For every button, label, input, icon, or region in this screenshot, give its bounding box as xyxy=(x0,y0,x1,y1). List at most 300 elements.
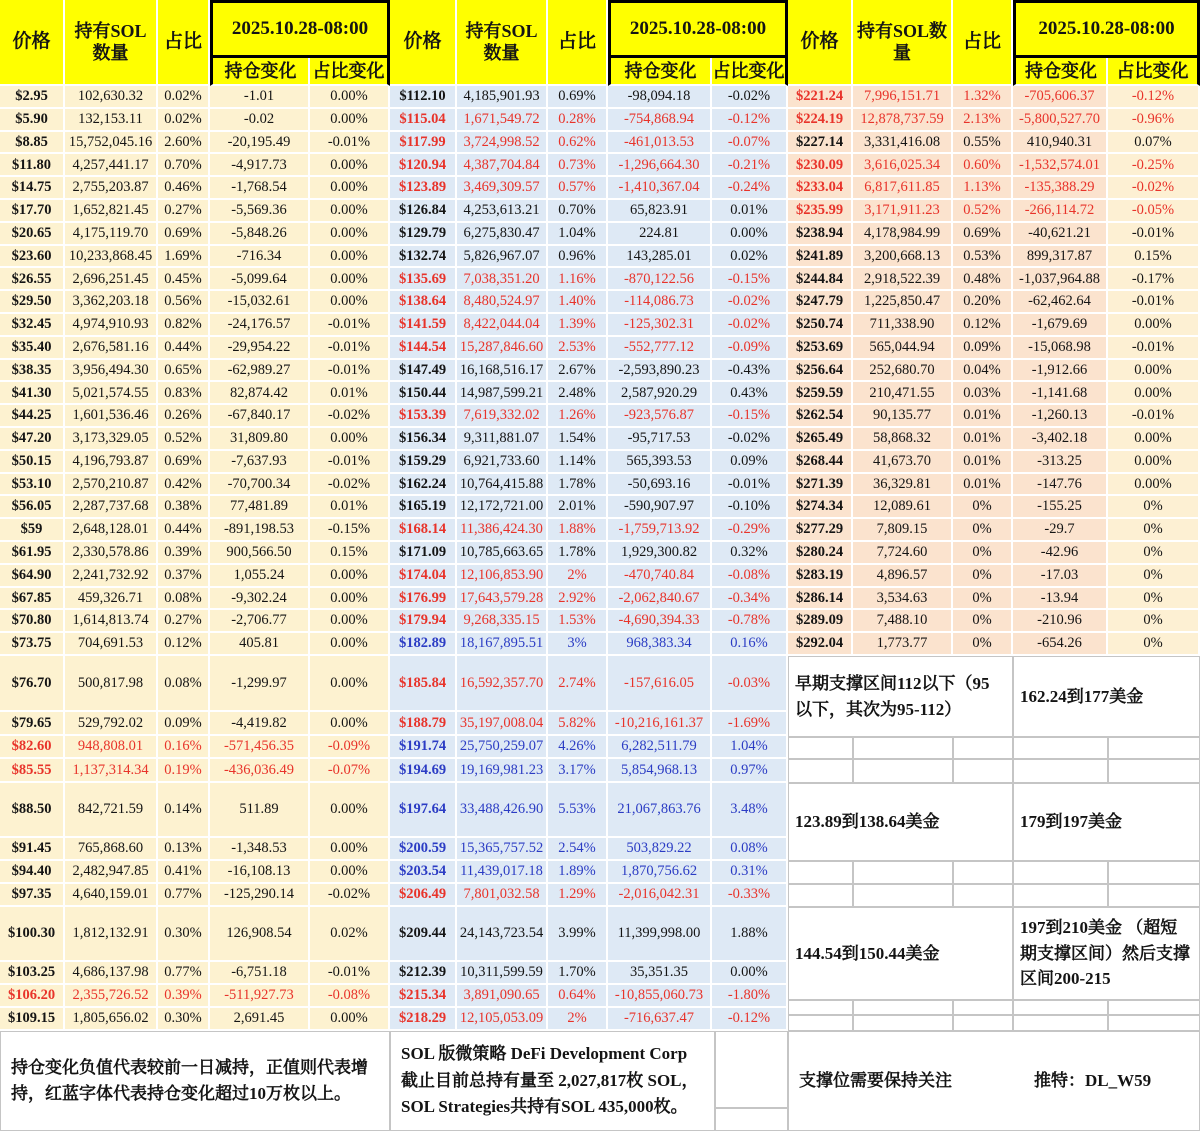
price-cell[interactable]: $94.40 xyxy=(0,861,65,884)
price-cell[interactable]: $112.10 xyxy=(390,86,457,109)
position-change-header[interactable]: 持仓变化 xyxy=(1013,58,1108,86)
position-change-cell[interactable]: -13.94 xyxy=(1013,588,1108,611)
price-cell[interactable]: $200.59 xyxy=(390,838,457,861)
holdings-cell[interactable]: 842,721.59 xyxy=(65,783,158,838)
support-note-197-210[interactable]: 197到210美金 （超短期支撑区间）然后支撑区间200-215 xyxy=(1013,907,1200,1000)
share-change-header[interactable]: 占比变化 xyxy=(1108,58,1200,86)
share-change-cell[interactable]: -0.01% xyxy=(310,962,390,985)
position-change-cell[interactable]: 31,809.80 xyxy=(210,428,310,451)
holdings-cell[interactable]: 3,331,416.08 xyxy=(853,132,953,155)
price-cell[interactable]: $106.20 xyxy=(0,985,65,1008)
holdings-cell[interactable]: 1,812,132.91 xyxy=(65,907,158,962)
price-cell[interactable]: $171.09 xyxy=(390,542,457,565)
position-change-cell[interactable]: -1,141.68 xyxy=(1013,382,1108,405)
position-change-cell[interactable]: -95,717.53 xyxy=(608,428,712,451)
price-cell[interactable]: $129.79 xyxy=(390,223,457,246)
share-change-cell[interactable]: -0.78% xyxy=(712,610,788,633)
share-change-cell[interactable]: 0.02% xyxy=(712,246,788,269)
position-change-cell[interactable]: 143,285.01 xyxy=(608,246,712,269)
share-cell[interactable]: 0.39% xyxy=(158,985,210,1008)
holdings-cell[interactable]: 12,172,721.00 xyxy=(457,496,548,519)
position-change-cell[interactable]: -923,576.87 xyxy=(608,405,712,428)
date-header[interactable]: 2025.10.28-08:00 xyxy=(210,0,390,58)
price-cell[interactable]: $227.14 xyxy=(788,132,853,155)
position-change-cell[interactable]: 410,940.31 xyxy=(1013,132,1108,155)
share-cell[interactable]: 1.39% xyxy=(548,314,608,337)
share-cell[interactable]: 0.09% xyxy=(953,337,1013,360)
price-cell[interactable]: $156.34 xyxy=(390,428,457,451)
holdings-cell[interactable]: 24,143,723.54 xyxy=(457,907,548,962)
position-change-cell[interactable]: -1,679.69 xyxy=(1013,314,1108,337)
share-cell[interactable]: 0.12% xyxy=(158,633,210,656)
price-cell[interactable]: $233.04 xyxy=(788,177,853,200)
price-cell[interactable]: $5.90 xyxy=(0,109,65,132)
share-change-cell[interactable]: -0.01% xyxy=(310,360,390,383)
price-cell[interactable]: $8.85 xyxy=(0,132,65,155)
position-change-cell[interactable]: -4,690,394.33 xyxy=(608,610,712,633)
price-header[interactable]: 价格 xyxy=(0,0,65,86)
share-cell[interactable]: 0.08% xyxy=(158,588,210,611)
share-change-cell[interactable]: -0.07% xyxy=(310,759,390,783)
share-cell[interactable]: 0.02% xyxy=(158,109,210,132)
holdings-cell[interactable]: 948,808.01 xyxy=(65,736,158,760)
position-change-cell[interactable]: -10,855,060.73 xyxy=(608,985,712,1008)
share-change-cell[interactable]: 0.01% xyxy=(310,496,390,519)
price-cell[interactable]: $56.05 xyxy=(0,496,65,519)
price-cell[interactable]: $73.75 xyxy=(0,633,65,656)
share-cell[interactable]: 0.20% xyxy=(953,291,1013,314)
share-cell[interactable]: 0.69% xyxy=(953,223,1013,246)
share-cell[interactable]: 0.03% xyxy=(953,382,1013,405)
position-change-cell[interactable]: -147.76 xyxy=(1013,474,1108,497)
share-cell[interactable]: 3.99% xyxy=(548,907,608,962)
price-cell[interactable]: $265.49 xyxy=(788,428,853,451)
price-cell[interactable]: $109.15 xyxy=(0,1008,65,1031)
share-change-cell[interactable]: -0.12% xyxy=(1108,86,1200,109)
price-cell[interactable]: $212.39 xyxy=(390,962,457,985)
price-cell[interactable]: $238.94 xyxy=(788,223,853,246)
price-cell[interactable]: $2.95 xyxy=(0,86,65,109)
share-change-cell[interactable]: -0.01% xyxy=(310,451,390,474)
share-change-cell[interactable]: 0.00% xyxy=(1108,451,1200,474)
price-cell[interactable]: $150.44 xyxy=(390,382,457,405)
price-cell[interactable]: $50.15 xyxy=(0,451,65,474)
share-change-cell[interactable]: -0.01% xyxy=(310,132,390,155)
share-change-cell[interactable]: 0.00% xyxy=(310,177,390,200)
share-change-cell[interactable]: -0.02% xyxy=(310,405,390,428)
holdings-cell[interactable]: 765,868.60 xyxy=(65,838,158,861)
price-cell[interactable]: $59 xyxy=(0,519,65,542)
share-change-cell[interactable]: 0.15% xyxy=(310,542,390,565)
position-change-cell[interactable]: 899,317.87 xyxy=(1013,246,1108,269)
share-cell[interactable]: 0.96% xyxy=(548,246,608,269)
price-cell[interactable]: $188.79 xyxy=(390,712,457,736)
price-cell[interactable]: $250.74 xyxy=(788,314,853,337)
share-cell[interactable]: 0.41% xyxy=(158,861,210,884)
holdings-cell[interactable]: 9,311,881.07 xyxy=(457,428,548,451)
holdings-cell[interactable]: 4,175,119.70 xyxy=(65,223,158,246)
share-change-cell[interactable]: 0.97% xyxy=(712,759,788,783)
price-cell[interactable]: $224.19 xyxy=(788,109,853,132)
position-change-cell[interactable]: -1,759,713.92 xyxy=(608,519,712,542)
position-change-cell[interactable]: 21,067,863.76 xyxy=(608,783,712,838)
share-change-cell[interactable]: 1.04% xyxy=(712,736,788,760)
share-change-cell[interactable]: -0.25% xyxy=(1108,154,1200,177)
price-cell[interactable]: $194.69 xyxy=(390,759,457,783)
position-change-cell[interactable]: -2,593,890.23 xyxy=(608,360,712,383)
share-change-cell[interactable]: -0.24% xyxy=(712,177,788,200)
share-change-cell[interactable]: -0.34% xyxy=(712,588,788,611)
holdings-cell[interactable]: 3,956,494.30 xyxy=(65,360,158,383)
position-change-cell[interactable]: -3,402.18 xyxy=(1013,428,1108,451)
price-cell[interactable]: $38.35 xyxy=(0,360,65,383)
position-change-cell[interactable]: -1,260.13 xyxy=(1013,405,1108,428)
share-change-cell[interactable]: 0.00% xyxy=(310,291,390,314)
holdings-cell[interactable]: 15,752,045.16 xyxy=(65,132,158,155)
defi-corp-note[interactable]: SOL 版微策略 DeFi Development Corp 截止目前总持有量至 2,027,817枚 SOL，SOL Strategies共持有SOL 435,000枚。 xyxy=(390,1031,715,1131)
share-change-cell[interactable]: 0.00% xyxy=(1108,474,1200,497)
position-change-cell[interactable]: -1,299.97 xyxy=(210,656,310,712)
position-change-cell[interactable]: -716.34 xyxy=(210,246,310,269)
share-cell[interactable]: 0.57% xyxy=(548,177,608,200)
price-cell[interactable]: $289.09 xyxy=(788,610,853,633)
holdings-cell[interactable]: 4,257,441.17 xyxy=(65,154,158,177)
price-cell[interactable]: $247.79 xyxy=(788,291,853,314)
holdings-cell[interactable]: 3,534.63 xyxy=(853,588,953,611)
share-cell[interactable]: 1.29% xyxy=(548,884,608,907)
empty-cell[interactable] xyxy=(853,759,953,783)
share-change-cell[interactable]: -0.09% xyxy=(712,337,788,360)
holdings-cell[interactable]: 12,089.61 xyxy=(853,496,953,519)
holdings-cell[interactable]: 10,233,868.45 xyxy=(65,246,158,269)
empty-cell[interactable] xyxy=(715,1108,788,1131)
share-cell[interactable]: 0.48% xyxy=(953,268,1013,291)
holdings-cell[interactable]: 58,868.32 xyxy=(853,428,953,451)
share-change-cell[interactable]: -0.10% xyxy=(712,496,788,519)
holdings-cell[interactable]: 704,691.53 xyxy=(65,633,158,656)
position-change-cell[interactable]: 11,399,998.00 xyxy=(608,907,712,962)
share-cell[interactable]: 0% xyxy=(953,633,1013,656)
price-cell[interactable]: $32.45 xyxy=(0,314,65,337)
share-change-cell[interactable]: -0.17% xyxy=(1108,268,1200,291)
empty-cell[interactable] xyxy=(1013,759,1108,783)
empty-cell[interactable] xyxy=(953,861,1013,884)
share-change-cell[interactable]: 0% xyxy=(1108,542,1200,565)
price-cell[interactable]: $20.65 xyxy=(0,223,65,246)
holdings-cell[interactable]: 4,196,793.87 xyxy=(65,451,158,474)
share-cell[interactable]: 0.52% xyxy=(953,200,1013,223)
legend-note[interactable]: 持仓变化负值代表较前一日减持，正值则代表增持，红蓝字体代表持仓变化超过10万枚以上。 xyxy=(0,1031,390,1131)
price-cell[interactable]: $100.30 xyxy=(0,907,65,962)
position-change-cell[interactable]: 503,829.22 xyxy=(608,838,712,861)
price-cell[interactable]: $182.89 xyxy=(390,633,457,656)
position-change-cell[interactable]: -5,569.36 xyxy=(210,200,310,223)
share-change-cell[interactable]: 0.00% xyxy=(310,712,390,736)
price-cell[interactable]: $218.29 xyxy=(390,1008,457,1031)
share-change-cell[interactable]: 0.00% xyxy=(1108,382,1200,405)
share-change-cell[interactable]: 0.07% xyxy=(1108,132,1200,155)
share-cell[interactable]: 0.77% xyxy=(158,884,210,907)
holdings-cell[interactable]: 2,696,251.45 xyxy=(65,268,158,291)
holdings-cell[interactable]: 25,750,259.07 xyxy=(457,736,548,760)
position-change-cell[interactable]: -716,637.47 xyxy=(608,1008,712,1031)
price-cell[interactable]: $85.55 xyxy=(0,759,65,783)
share-cell[interactable]: 0.69% xyxy=(548,86,608,109)
share-change-cell[interactable]: 0.43% xyxy=(712,382,788,405)
share-change-cell[interactable]: 0.00% xyxy=(310,154,390,177)
price-cell[interactable]: $235.99 xyxy=(788,200,853,223)
share-cell[interactable]: 2.74% xyxy=(548,656,608,712)
holdings-cell[interactable]: 1,805,656.02 xyxy=(65,1008,158,1031)
position-change-cell[interactable]: -29.7 xyxy=(1013,519,1108,542)
position-change-cell[interactable]: 1,870,756.62 xyxy=(608,861,712,884)
price-cell[interactable]: $126.84 xyxy=(390,200,457,223)
position-change-cell[interactable]: 2,691.45 xyxy=(210,1008,310,1031)
price-cell[interactable]: $283.19 xyxy=(788,565,853,588)
empty-cell[interactable] xyxy=(788,861,853,884)
holdings-cell[interactable]: 15,287,846.60 xyxy=(457,337,548,360)
price-cell[interactable]: $135.69 xyxy=(390,268,457,291)
price-cell[interactable]: $67.85 xyxy=(0,588,65,611)
empty-cell[interactable] xyxy=(788,1000,853,1015)
holdings-cell[interactable]: 33,488,426.90 xyxy=(457,783,548,838)
support-watch-note[interactable] xyxy=(788,1031,1200,1131)
share-cell[interactable]: 0.27% xyxy=(158,610,210,633)
share-cell[interactable]: 1.89% xyxy=(548,861,608,884)
holdings-cell[interactable]: 2,355,726.52 xyxy=(65,985,158,1008)
position-change-cell[interactable]: -891,198.53 xyxy=(210,519,310,542)
share-cell[interactable]: 1.78% xyxy=(548,474,608,497)
share-cell[interactable]: 2.01% xyxy=(548,496,608,519)
holdings-cell[interactable]: 10,764,415.88 xyxy=(457,474,548,497)
holdings-cell[interactable]: 11,439,017.18 xyxy=(457,861,548,884)
position-change-cell[interactable]: -1,037,964.88 xyxy=(1013,268,1108,291)
share-cell[interactable]: 0% xyxy=(953,610,1013,633)
share-change-cell[interactable]: -1.80% xyxy=(712,985,788,1008)
holdings-cell[interactable]: 6,921,733.60 xyxy=(457,451,548,474)
share-cell[interactable]: 0.37% xyxy=(158,565,210,588)
holdings-cell[interactable]: 1,671,549.72 xyxy=(457,109,548,132)
price-cell[interactable]: $44.25 xyxy=(0,405,65,428)
share-cell[interactable]: 0.12% xyxy=(953,314,1013,337)
holdings-cell[interactable]: 132,153.11 xyxy=(65,109,158,132)
price-cell[interactable]: $162.24 xyxy=(390,474,457,497)
share-cell[interactable]: 0.19% xyxy=(158,759,210,783)
empty-cell[interactable] xyxy=(1108,1000,1200,1015)
position-change-cell[interactable]: 511.89 xyxy=(210,783,310,838)
share-cell[interactable]: 2.60% xyxy=(158,132,210,155)
holdings-cell[interactable]: 1,652,821.45 xyxy=(65,200,158,223)
share-change-cell[interactable]: -0.08% xyxy=(310,985,390,1008)
holdings-cell[interactable]: 1,601,536.46 xyxy=(65,405,158,428)
share-change-cell[interactable]: -0.21% xyxy=(712,154,788,177)
holdings-cell[interactable]: 4,178,984.99 xyxy=(853,223,953,246)
holdings-cell[interactable]: 5,021,574.55 xyxy=(65,382,158,405)
price-cell[interactable]: $97.35 xyxy=(0,884,65,907)
empty-cell[interactable] xyxy=(853,737,953,759)
share-cell[interactable]: 0.26% xyxy=(158,405,210,428)
share-change-cell[interactable]: 0% xyxy=(1108,565,1200,588)
position-change-cell[interactable]: -4,917.73 xyxy=(210,154,310,177)
support-note-144-150[interactable]: 144.54到150.44美金 xyxy=(788,907,1013,1000)
price-cell[interactable]: $70.80 xyxy=(0,610,65,633)
share-change-cell[interactable]: 0% xyxy=(1108,519,1200,542)
position-change-cell[interactable]: -210.96 xyxy=(1013,610,1108,633)
holdings-header[interactable]: 持有SOL数量 xyxy=(65,0,158,86)
price-cell[interactable]: $138.64 xyxy=(390,291,457,314)
share-change-cell[interactable]: 0.01% xyxy=(310,382,390,405)
position-change-cell[interactable]: -62,462.64 xyxy=(1013,291,1108,314)
holdings-cell[interactable]: 3,891,090.65 xyxy=(457,985,548,1008)
position-change-cell[interactable]: -461,013.53 xyxy=(608,132,712,155)
position-change-cell[interactable]: -436,036.49 xyxy=(210,759,310,783)
share-cell[interactable]: 0% xyxy=(953,496,1013,519)
holdings-cell[interactable]: 252,680.70 xyxy=(853,360,953,383)
holdings-cell[interactable]: 90,135.77 xyxy=(853,405,953,428)
share-change-cell[interactable]: 0.00% xyxy=(310,861,390,884)
empty-cell[interactable] xyxy=(1013,861,1108,884)
share-cell[interactable]: 0.65% xyxy=(158,360,210,383)
share-change-cell[interactable]: 0.00% xyxy=(310,86,390,109)
price-cell[interactable]: $132.74 xyxy=(390,246,457,269)
holdings-cell[interactable]: 7,038,351.20 xyxy=(457,268,548,291)
position-change-cell[interactable]: -571,456.35 xyxy=(210,736,310,760)
share-change-cell[interactable]: 0.00% xyxy=(310,428,390,451)
position-change-header[interactable]: 持仓变化 xyxy=(210,58,310,86)
empty-cell[interactable] xyxy=(788,759,853,783)
share-change-cell[interactable]: 0% xyxy=(1108,633,1200,656)
share-change-cell[interactable]: -0.01% xyxy=(1108,291,1200,314)
share-change-cell[interactable]: -0.96% xyxy=(1108,109,1200,132)
empty-cell[interactable] xyxy=(1013,1015,1108,1031)
holdings-cell[interactable]: 3,724,998.52 xyxy=(457,132,548,155)
price-cell[interactable]: $82.60 xyxy=(0,736,65,760)
position-change-cell[interactable]: 900,566.50 xyxy=(210,542,310,565)
empty-cell[interactable] xyxy=(953,737,1013,759)
share-cell[interactable]: 5.53% xyxy=(548,783,608,838)
share-change-cell[interactable]: -0.02% xyxy=(712,314,788,337)
position-change-cell[interactable]: -590,907.97 xyxy=(608,496,712,519)
holdings-cell[interactable]: 4,253,613.21 xyxy=(457,200,548,223)
share-cell[interactable]: 0.01% xyxy=(953,428,1013,451)
share-cell[interactable]: 0.13% xyxy=(158,838,210,861)
holdings-cell[interactable]: 2,676,581.16 xyxy=(65,337,158,360)
share-change-cell[interactable]: -0.29% xyxy=(712,519,788,542)
share-change-cell[interactable]: 0.00% xyxy=(310,565,390,588)
share-cell[interactable]: 0.08% xyxy=(158,656,210,712)
share-change-cell[interactable]: -0.12% xyxy=(712,109,788,132)
position-change-cell[interactable]: -10,216,161.37 xyxy=(608,712,712,736)
price-cell[interactable]: $259.59 xyxy=(788,382,853,405)
share-change-cell[interactable]: -0.33% xyxy=(712,884,788,907)
position-change-cell[interactable]: -266,114.72 xyxy=(1013,200,1108,223)
holdings-cell[interactable]: 3,200,668.13 xyxy=(853,246,953,269)
position-change-cell[interactable]: -40,621.21 xyxy=(1013,223,1108,246)
holdings-cell[interactable]: 18,167,895.51 xyxy=(457,633,548,656)
holdings-cell[interactable]: 2,570,210.87 xyxy=(65,474,158,497)
position-change-cell[interactable]: -5,099.64 xyxy=(210,268,310,291)
price-cell[interactable]: $203.54 xyxy=(390,861,457,884)
holdings-cell[interactable]: 16,592,357.70 xyxy=(457,656,548,712)
price-cell[interactable]: $179.94 xyxy=(390,610,457,633)
share-cell[interactable]: 0.73% xyxy=(548,154,608,177)
position-change-header[interactable]: 持仓变化 xyxy=(608,58,712,86)
empty-cell[interactable] xyxy=(953,759,1013,783)
share-cell[interactable]: 1.70% xyxy=(548,962,608,985)
share-change-cell[interactable]: 0.00% xyxy=(310,109,390,132)
share-cell[interactable]: 0.45% xyxy=(158,268,210,291)
holdings-cell[interactable]: 4,686,137.98 xyxy=(65,962,158,985)
position-change-cell[interactable]: -1,410,367.04 xyxy=(608,177,712,200)
holdings-cell[interactable]: 459,326.71 xyxy=(65,588,158,611)
empty-cell[interactable] xyxy=(853,861,953,884)
holdings-cell[interactable]: 1,225,850.47 xyxy=(853,291,953,314)
position-change-cell[interactable]: -24,176.57 xyxy=(210,314,310,337)
share-change-cell[interactable]: -0.03% xyxy=(712,656,788,712)
holdings-cell[interactable]: 500,817.98 xyxy=(65,656,158,712)
share-cell[interactable]: 2.13% xyxy=(953,109,1013,132)
price-cell[interactable]: $47.20 xyxy=(0,428,65,451)
share-change-cell[interactable]: 0.00% xyxy=(1108,360,1200,383)
price-cell[interactable]: $14.75 xyxy=(0,177,65,200)
price-cell[interactable]: $11.80 xyxy=(0,154,65,177)
holdings-cell[interactable]: 2,330,578.86 xyxy=(65,542,158,565)
holdings-cell[interactable]: 7,996,151.71 xyxy=(853,86,953,109)
share-cell[interactable]: 1.26% xyxy=(548,405,608,428)
price-cell[interactable]: $26.55 xyxy=(0,268,65,291)
share-cell[interactable]: 3.17% xyxy=(548,759,608,783)
share-change-header[interactable]: 占比变化 xyxy=(310,58,390,86)
price-cell[interactable]: $274.34 xyxy=(788,496,853,519)
share-cell[interactable]: 0.14% xyxy=(158,783,210,838)
position-change-cell[interactable]: 565,393.53 xyxy=(608,451,712,474)
share-header[interactable]: 占比 xyxy=(548,0,608,86)
holdings-cell[interactable]: 14,987,599.21 xyxy=(457,382,548,405)
share-change-cell[interactable]: 0% xyxy=(1108,496,1200,519)
position-change-cell[interactable]: -157,616.05 xyxy=(608,656,712,712)
position-change-cell[interactable]: -0.02 xyxy=(210,109,310,132)
share-change-cell[interactable]: -0.01% xyxy=(1108,337,1200,360)
share-cell[interactable]: 1.53% xyxy=(548,610,608,633)
share-change-cell[interactable]: 0% xyxy=(1108,610,1200,633)
price-cell[interactable]: $123.89 xyxy=(390,177,457,200)
share-cell[interactable]: 0.62% xyxy=(548,132,608,155)
holdings-cell[interactable]: 565,044.94 xyxy=(853,337,953,360)
empty-cell[interactable] xyxy=(1108,759,1200,783)
position-change-cell[interactable]: -470,740.84 xyxy=(608,565,712,588)
position-change-cell[interactable]: -125,290.14 xyxy=(210,884,310,907)
price-cell[interactable]: $79.65 xyxy=(0,712,65,736)
share-change-cell[interactable]: -0.09% xyxy=(310,736,390,760)
position-change-cell[interactable]: 1,055.24 xyxy=(210,565,310,588)
share-change-cell[interactable]: -0.08% xyxy=(712,565,788,588)
share-change-cell[interactable]: 0.31% xyxy=(712,861,788,884)
share-change-cell[interactable]: -1.69% xyxy=(712,712,788,736)
price-cell[interactable]: $256.64 xyxy=(788,360,853,383)
position-change-cell[interactable]: -42.96 xyxy=(1013,542,1108,565)
share-cell[interactable]: 1.16% xyxy=(548,268,608,291)
share-cell[interactable]: 1.54% xyxy=(548,428,608,451)
position-change-cell[interactable]: -1.01 xyxy=(210,86,310,109)
share-change-cell[interactable]: -0.02% xyxy=(1108,177,1200,200)
share-cell[interactable]: 1.78% xyxy=(548,542,608,565)
position-change-cell[interactable]: -754,868.94 xyxy=(608,109,712,132)
share-change-cell[interactable]: 0.32% xyxy=(712,542,788,565)
price-cell[interactable]: $253.69 xyxy=(788,337,853,360)
empty-cell[interactable] xyxy=(788,737,853,759)
share-change-cell[interactable]: 0.16% xyxy=(712,633,788,656)
share-change-cell[interactable]: -0.01% xyxy=(1108,405,1200,428)
